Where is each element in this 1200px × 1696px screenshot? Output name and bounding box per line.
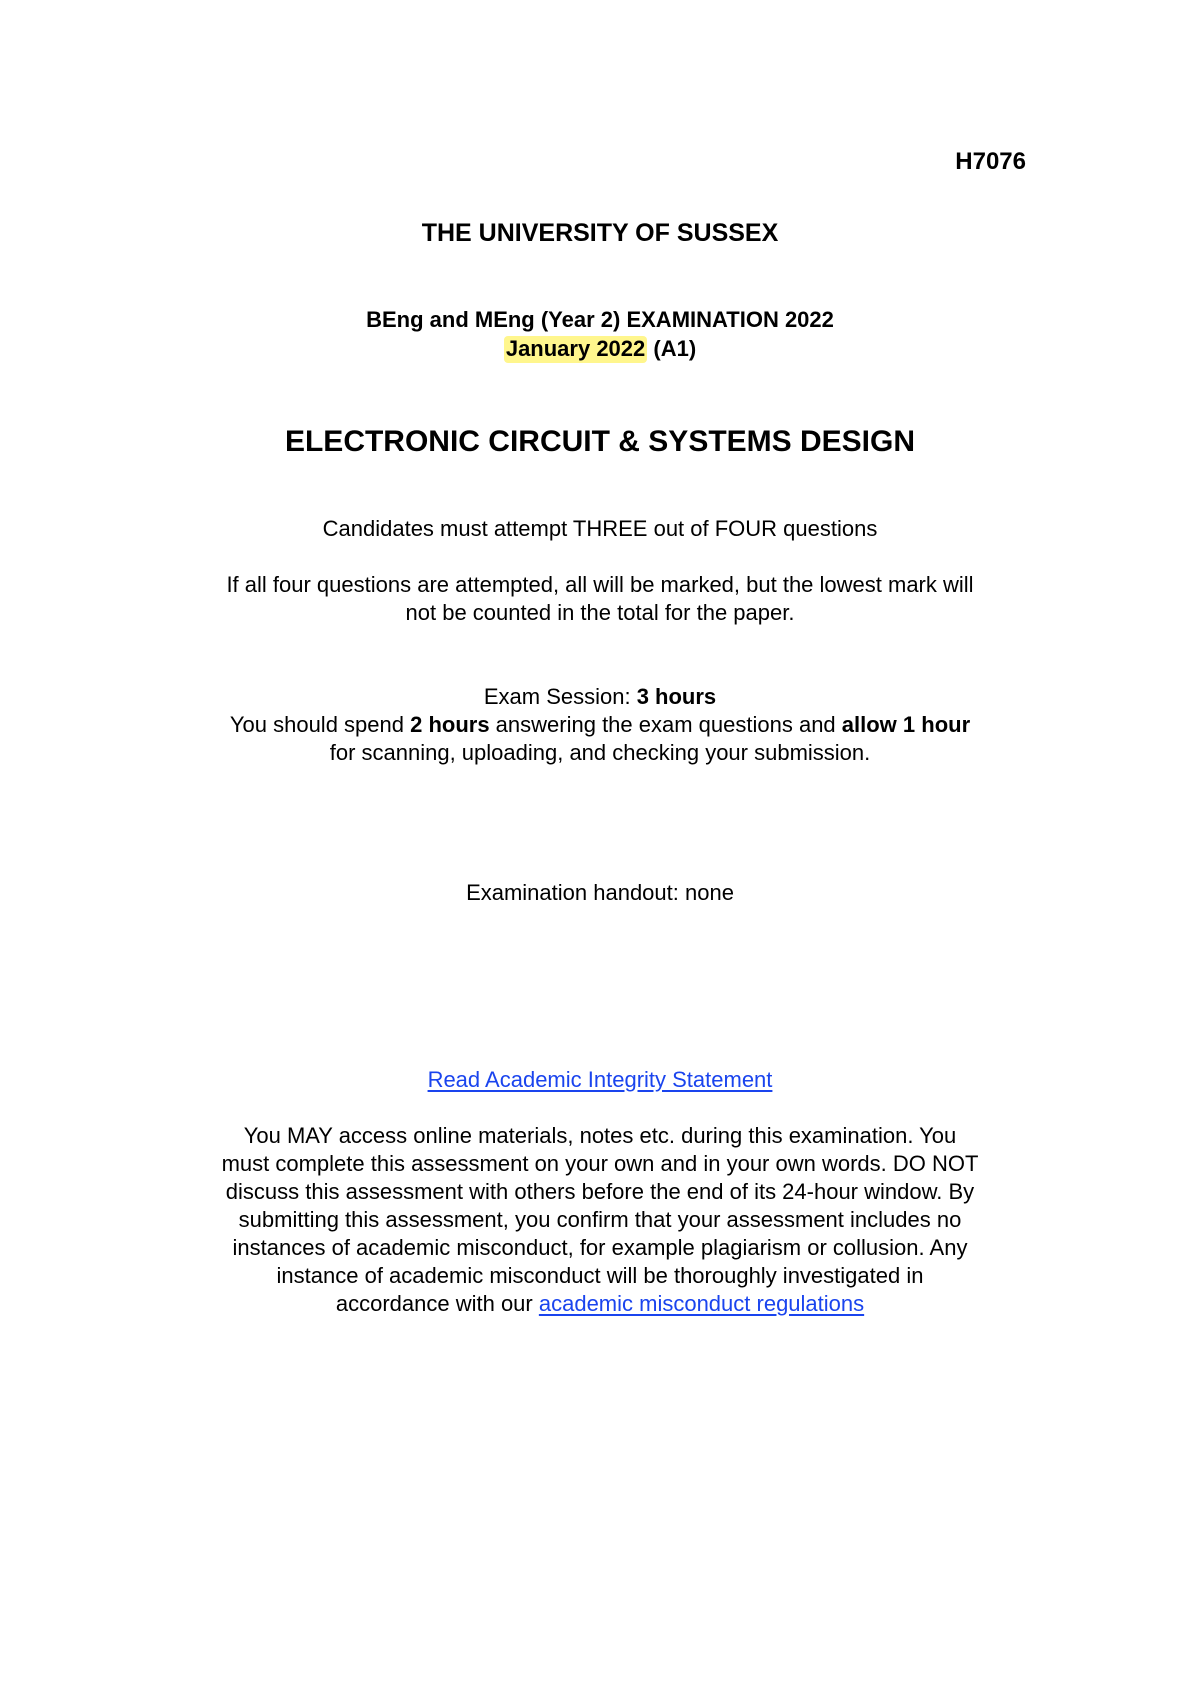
integrity-text-line-7	[0, 1290, 1200, 1318]
session-label: Exam Session:	[483, 684, 637, 709]
exam-session	[0, 683, 1200, 711]
time-allocation-line-2: for scanning, uploading, and checking your submission.	[329, 740, 871, 765]
spend-prefix: You should spend	[229, 712, 411, 737]
academic-integrity-statement-link[interactable]: Read Academic Integrity Statement	[427, 1067, 773, 1092]
course-title: ELECTRONIC CIRCUIT & SYSTEMS DESIGN	[284, 425, 916, 458]
sitting-suffix: (A1)	[647, 336, 697, 361]
integrity-text-line-3: discuss this assessment with others before the end of its 24-hour window. By	[225, 1179, 975, 1204]
sitting-highlight: January 2022	[505, 336, 646, 361]
integrity-text-line-4: submitting this assessment, you confirm that your assessment includes no	[238, 1207, 962, 1232]
academic-misconduct-regulations-link[interactable]: academic misconduct regulations	[538, 1291, 865, 1316]
marking-instruction-line-1: If all four questions are attempted, all will be marked, but the lowest mark will	[226, 572, 974, 597]
time-allocation-line-1	[0, 711, 1200, 739]
exam-line: BEng and MEng (Year 2) EXAMINATION 2022	[366, 307, 834, 332]
marking-instruction-line-2: not be counted in the total for the paper.	[405, 600, 795, 625]
integrity-text-line-6: instance of academic misconduct will be thoroughly investigated in	[276, 1263, 924, 1288]
allow-hour: allow 1 hour	[841, 712, 971, 737]
session-duration: 3 hours	[636, 684, 717, 709]
integrity-statement-link-row	[0, 1066, 1200, 1094]
paper-code: H7076	[955, 148, 1026, 175]
spend-middle: answering the exam questions and	[489, 712, 842, 737]
regulations-prefix: accordance with our	[335, 1291, 539, 1316]
examination-handout: Examination handout: none	[466, 880, 734, 905]
integrity-text-line-5: instances of academic misconduct, for example plagiarism or collusion. Any	[232, 1235, 968, 1260]
integrity-text-line-2: must complete this assessment on your own and in your own words. DO NOT	[221, 1151, 979, 1176]
integrity-text-line-1: You MAY access online materials, notes etc. during this examination. You	[243, 1123, 957, 1148]
attempt-instruction: Candidates must attempt THREE out of FOUR questions	[322, 516, 878, 541]
university-name: THE UNIVERSITY OF SUSSEX	[421, 219, 779, 247]
exam-sitting	[0, 335, 1200, 363]
spend-hours: 2 hours	[410, 712, 490, 737]
